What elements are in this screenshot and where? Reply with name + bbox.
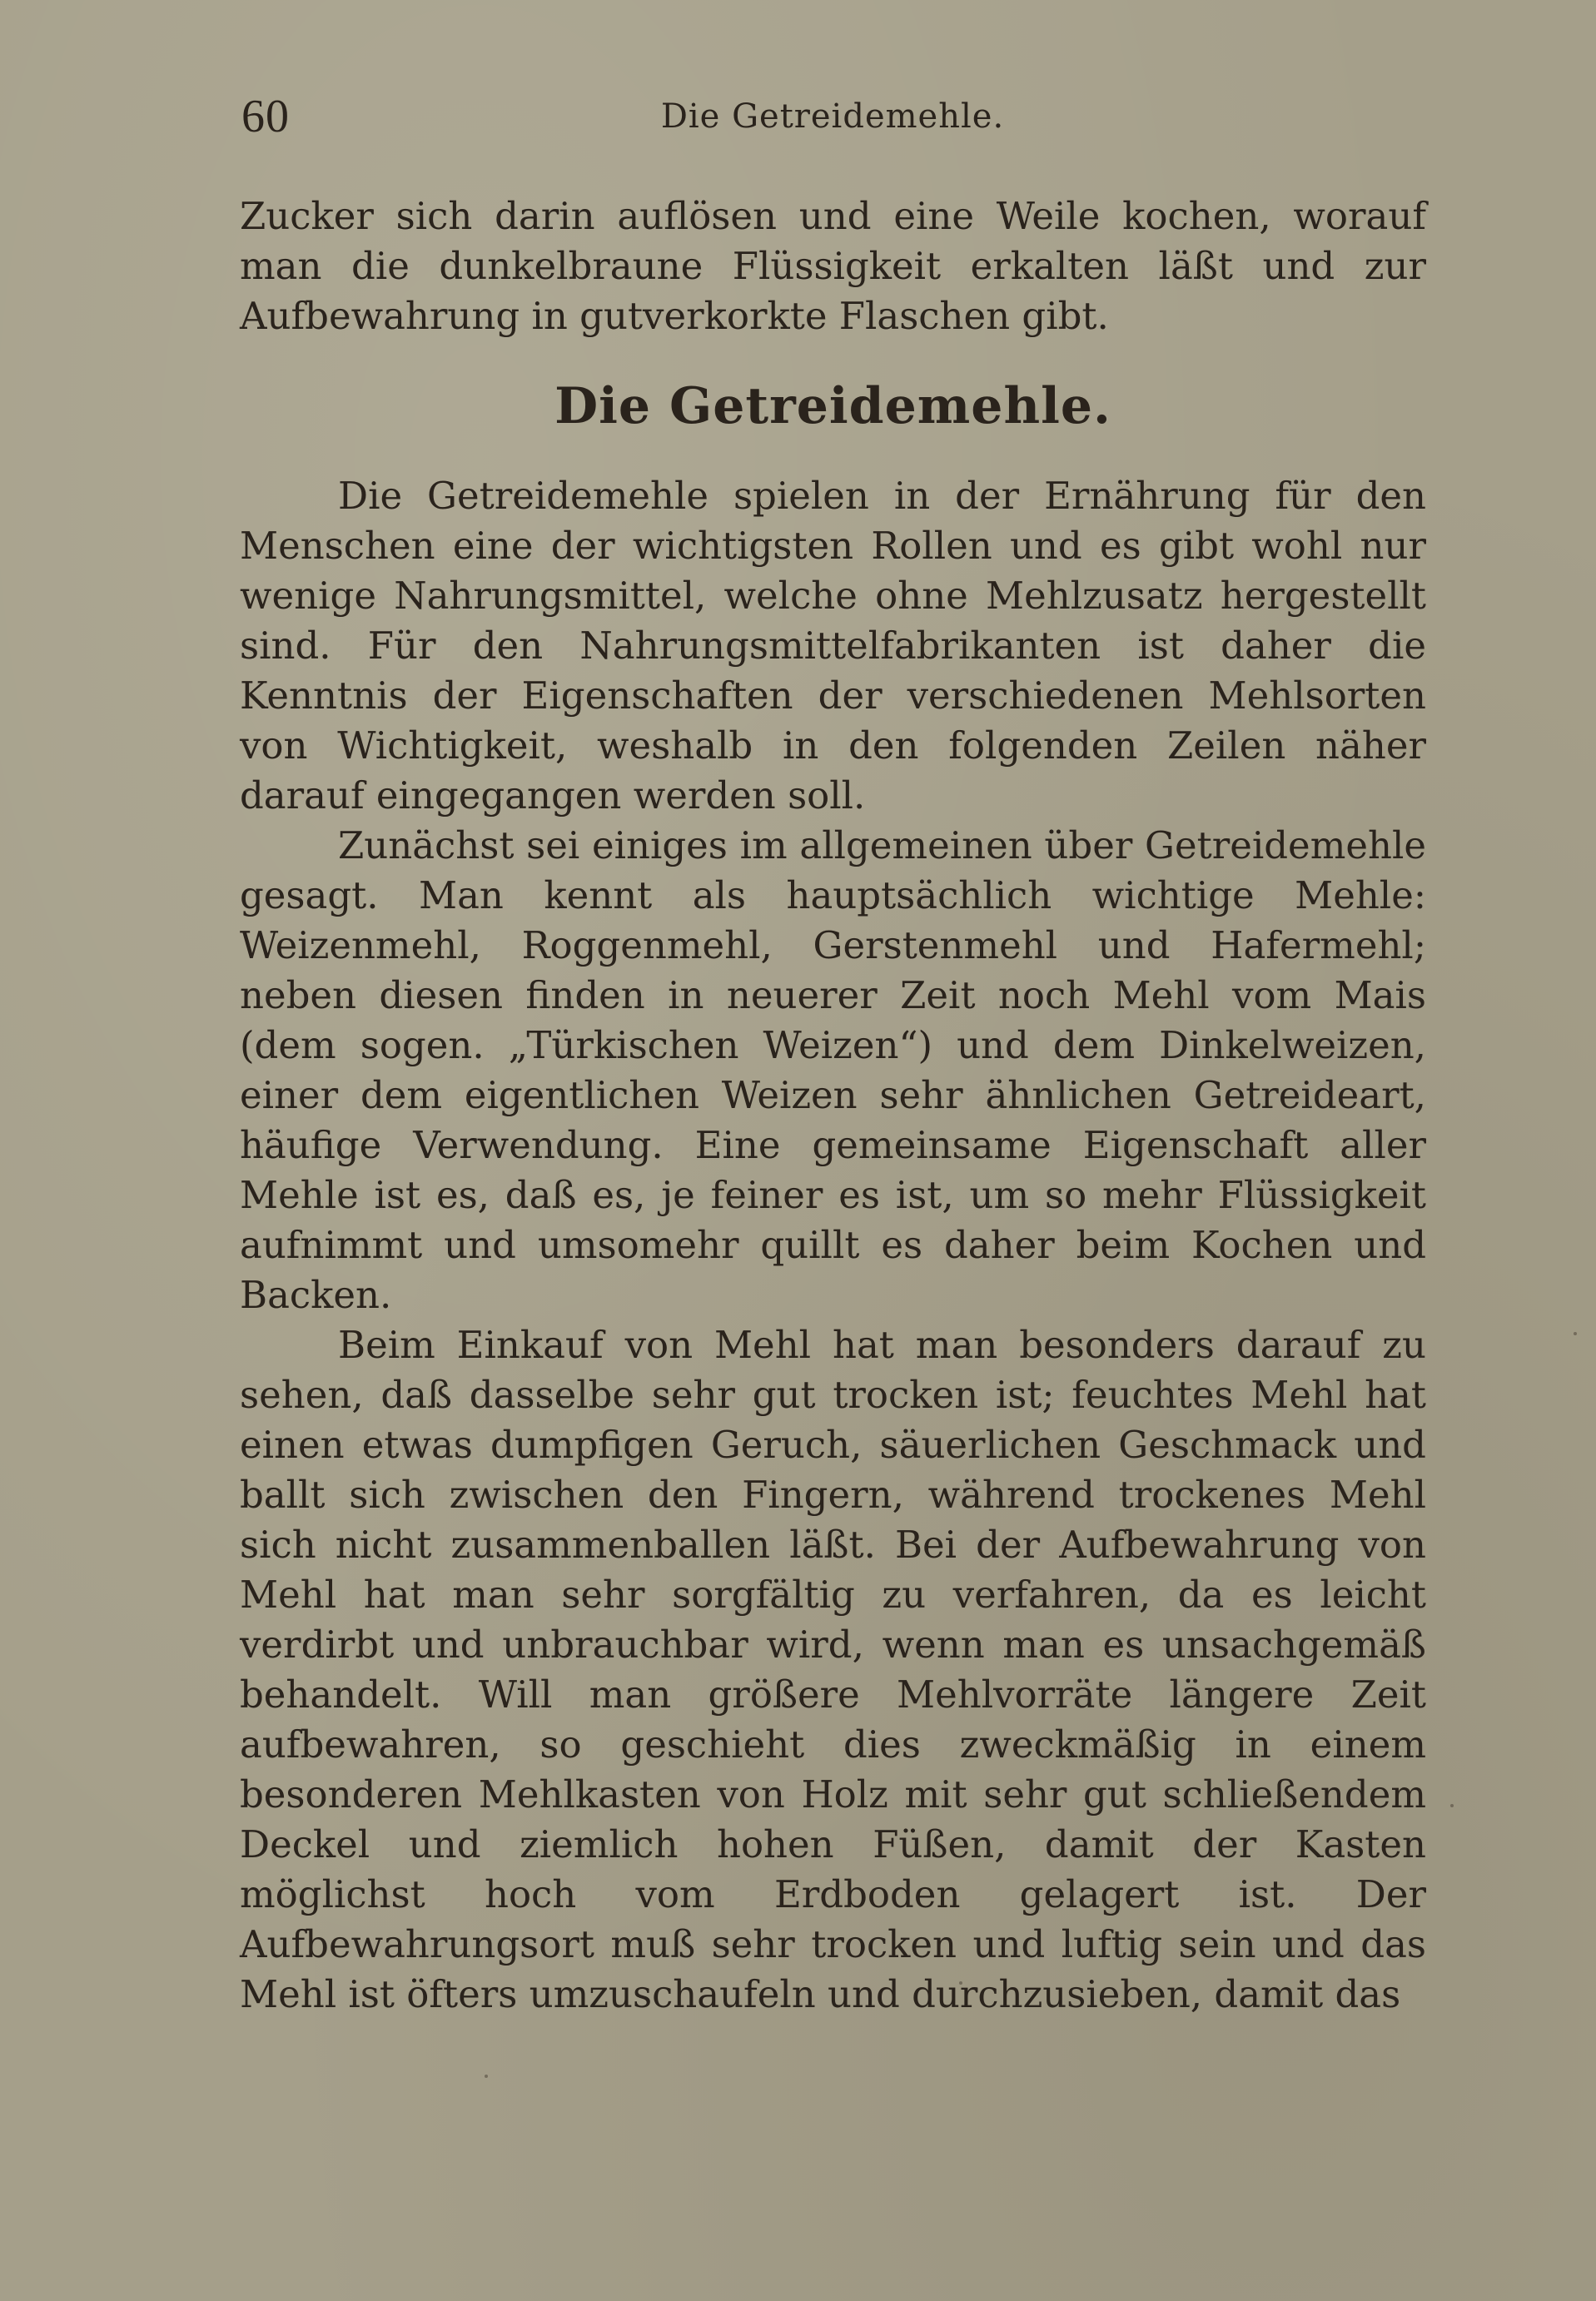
paragraph-storage: Beim Einkauf von Mehl hat man besonders darauf zu sehen, daß dasselbe sehr gut trocken ist; feuchtes Mehl hat einen etwas dumpfigen Geruch, säuerlichen Geschmack und ballt sich zwischen den Fingern, während trockenes Mehl sich nicht zusammenballen läßt. Bei der Aufbewahrung von Mehl hat man sehr sorgfältig zu verfahren, da es leicht verdirbt und unbrauchbar wird, wenn man es unsachgemäß behandelt. Will man größere Mehlvorräte längere Zeit aufbewahren, so geschieht dies zweckmäßig in einem besonderen Mehlkasten von Holz mit sehr gut schließendem Deckel und ziemlich hohen Füßen, damit der Kasten möglichst hoch vom Erdboden gelagert ist. Der Aufbewahrungsort muß sehr trocken und luftig sein und das Mehl ist öfters umzuschaufeln und durchzusieben, damit das <box>240 1323 1426 2016</box>
running-head <box>241 83 1424 150</box>
running-title: Die Getreidemehle. <box>660 97 1005 136</box>
paper-speck <box>1574 1332 1577 1335</box>
paragraph-intro: Die Getreidemehle spielen in der Ernährung für den Menschen eine der wichtigsten Rollen und es gibt wohl nur wenige Nahrungsmittel, welche ohne Mehlzusatz hergestellt sind. Für den Nahrungsmittelfabrikanten ist daher die Kenntnis der Eigenschaften der verschiedenen Mehlsorten von Wichtigkeit, weshalb in den folgenden Zeilen näher darauf eingegangen werden soll. <box>240 474 1426 818</box>
page-number: 60 <box>241 91 290 142</box>
text-block <box>240 191 1426 2020</box>
paper-speck <box>485 2075 488 2078</box>
paper-speck <box>959 1981 962 1985</box>
paragraph-flour-types: Zunächst sei einiges im allgemeinen über Getreidemehle gesagt. Man kennt als hauptsächlich wichtige Mehle: Weizenmehl, Roggenmehl, Gerstenmehl und Hafermehl; neben diesen finden in neuerer Zeit noch Mehl vom Mais (dem sogen. „Türkischen Weizen“) und dem Dinkelweizen, einer dem eigentlichen Weizen sehr ähnlichen Getreideart, häufige Verwendung. Eine gemeinsame Eigenschaft aller Mehle ist es, daß es, je feiner es ist, um so mehr Flüssigkeit aufnimmt und umsomehr quillt es daher beim Kochen und Backen. <box>240 823 1426 1317</box>
paper-speck <box>1450 1804 1454 1807</box>
continuation-paragraph: Zucker sich darin auflösen und eine Weile kochen, worauf man die dunkelbraune Flüssigkeit erkalten läßt und zur Aufbewahrung in gutverkorkte Flaschen gibt. <box>240 194 1426 338</box>
section-heading: Die Getreidemehle. <box>554 377 1111 435</box>
